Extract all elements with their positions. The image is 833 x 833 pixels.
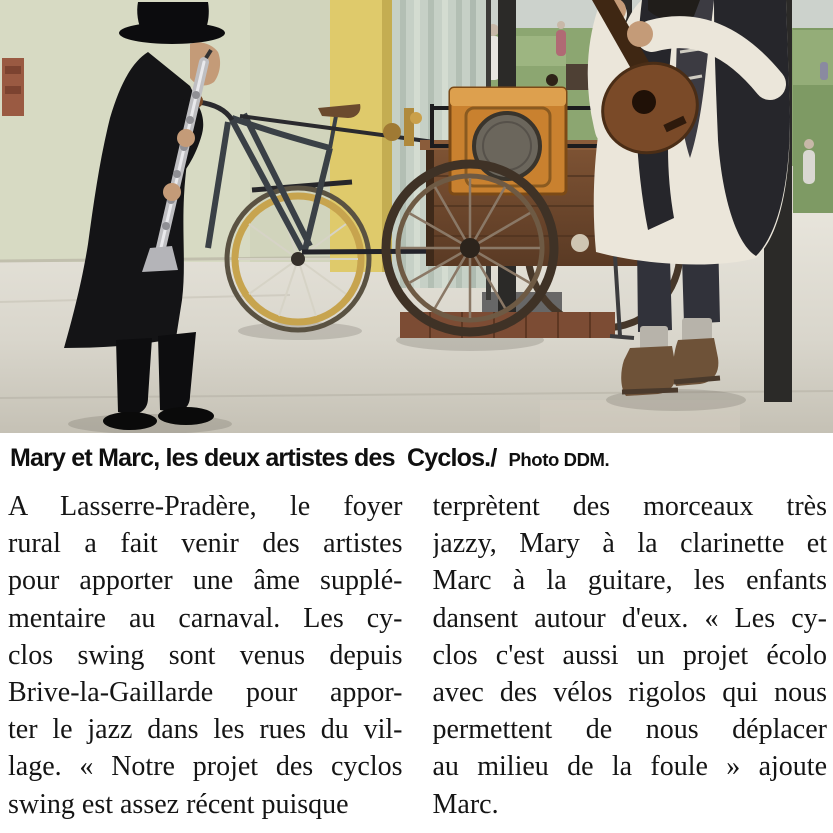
article-column-right [433,488,828,823]
text-line: Marc à la guitare, les enfants [432,565,827,597]
text-line: jazzy, Mary à la clarinette et [432,528,827,560]
text-line: dansent autour d'eux. « Les cy- [432,602,827,634]
text-line: lage. « Notre projet des cyclos [8,751,403,783]
guitar-soundhole [632,90,656,114]
article-body [0,473,833,823]
text-line: mentaire au carnaval. Les cy- [8,602,403,634]
trouser-leg [116,338,152,414]
text-line: pour apporter une âme supplé- [8,565,403,597]
text-line: Marc. [432,788,499,820]
caption-credit: Photo DDM. [508,449,610,470]
text-line: terprètent des morceaux très [432,491,827,522]
caption-text: Mary et Marc, les deux artistes des Cyclos./ [10,444,497,472]
hand [163,183,181,201]
text-line: rural a fait venir des artistes [8,528,403,560]
text-line: A Lasserre-Pradère, le foyer [8,491,403,522]
text-line: avec des vélos rigolos qui nous [432,677,827,709]
text-line: clos c'est aussi un projet écolo [432,639,827,671]
shoe [103,412,157,430]
text-line: clos swing sont venus depuis [8,639,403,671]
text-line: Brive-la-Gaillarde pour appor- [8,677,403,709]
article-column-left [8,488,403,823]
text-line: swing est assez récent puisque [8,788,349,820]
hand [177,129,195,147]
text-line: au milieu de la foule » ajoute [432,751,827,783]
right-hand [627,21,653,47]
shoe [158,407,214,425]
photo-caption [0,433,833,473]
text-line: ter le jazz dans les rues du vil- [8,714,403,746]
text-line: permettent de nous déplacer [432,714,827,746]
